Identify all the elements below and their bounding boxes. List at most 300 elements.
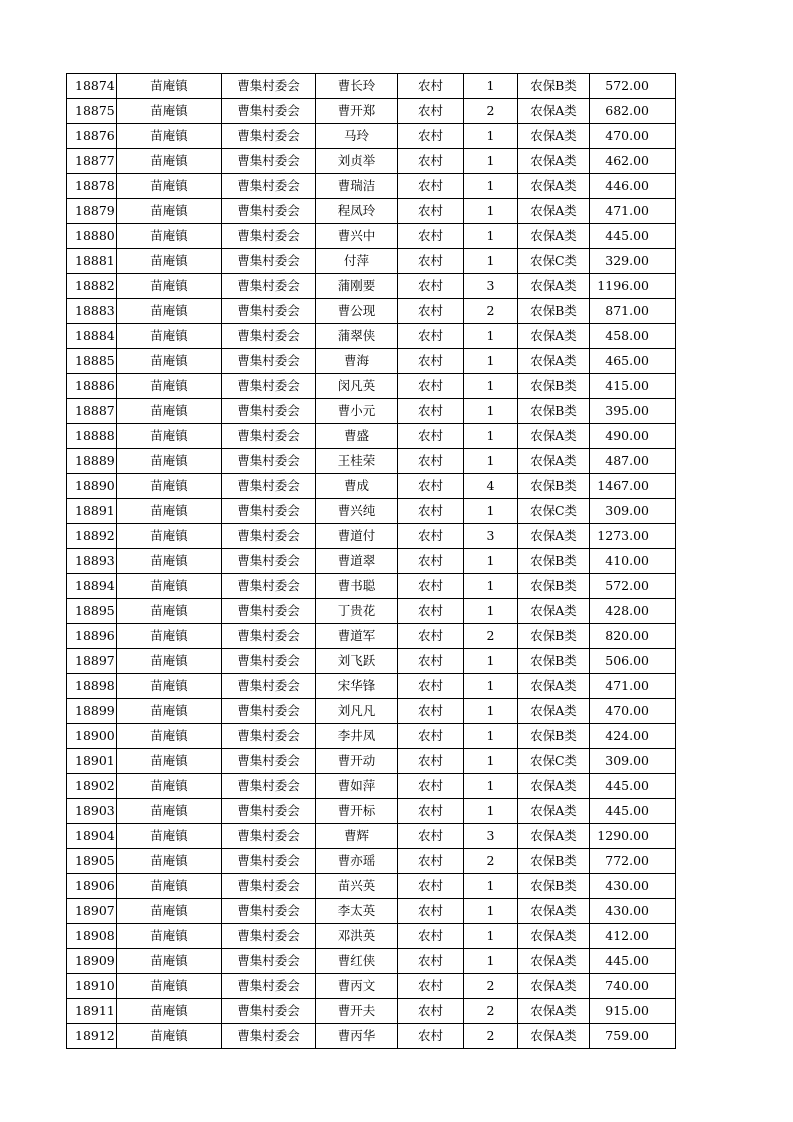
table-row <box>67 149 676 174</box>
table-row <box>67 224 676 249</box>
household-type-cell: 农村 <box>398 799 464 824</box>
table-row <box>67 174 676 199</box>
village-committee-cell: 曹集村委会 <box>222 874 316 899</box>
insurance-category-cell: 农保A类 <box>518 949 590 974</box>
table-row <box>67 949 676 974</box>
resident-name-cell: 闵凡英 <box>316 374 398 399</box>
village-committee-cell: 曹集村委会 <box>222 99 316 124</box>
household-type-cell: 农村 <box>398 899 464 924</box>
table-row <box>67 524 676 549</box>
household-size-cell: 1 <box>464 349 518 374</box>
household-size-cell: 1 <box>464 249 518 274</box>
household-type-cell: 农村 <box>398 524 464 549</box>
amount-cell: 410.00 <box>590 549 676 574</box>
household-type-cell: 农村 <box>398 249 464 274</box>
amount-cell: 471.00 <box>590 674 676 699</box>
resident-name-cell: 李太英 <box>316 899 398 924</box>
town-cell: 苗庵镇 <box>117 874 222 899</box>
table-row <box>67 774 676 799</box>
resident-name-cell: 曹海 <box>316 349 398 374</box>
resident-name-cell: 曹道军 <box>316 624 398 649</box>
town-cell: 苗庵镇 <box>117 424 222 449</box>
village-committee-cell: 曹集村委会 <box>222 724 316 749</box>
village-committee-cell: 曹集村委会 <box>222 274 316 299</box>
town-cell: 苗庵镇 <box>117 624 222 649</box>
amount-cell: 470.00 <box>590 699 676 724</box>
insurance-category-cell: 农保A类 <box>518 324 590 349</box>
resident-name-cell: 宋华锋 <box>316 674 398 699</box>
resident-name-cell: 曹长玲 <box>316 74 398 99</box>
insurance-category-cell: 农保B类 <box>518 874 590 899</box>
amount-cell: 572.00 <box>590 574 676 599</box>
roster-body <box>67 74 676 1049</box>
village-committee-cell: 曹集村委会 <box>222 749 316 774</box>
household-type-cell: 农村 <box>398 449 464 474</box>
resident-name-cell: 曹道付 <box>316 524 398 549</box>
table-row <box>67 649 676 674</box>
record-id-cell: 18909 <box>67 949 117 974</box>
resident-name-cell: 曹如萍 <box>316 774 398 799</box>
household-size-cell: 2 <box>464 999 518 1024</box>
household-type-cell: 农村 <box>398 224 464 249</box>
village-committee-cell: 曹集村委会 <box>222 249 316 274</box>
town-cell: 苗庵镇 <box>117 774 222 799</box>
record-id-cell: 18905 <box>67 849 117 874</box>
village-committee-cell: 曹集村委会 <box>222 674 316 699</box>
table-row <box>67 299 676 324</box>
record-id-cell: 18890 <box>67 474 117 499</box>
record-id-cell: 18903 <box>67 799 117 824</box>
town-cell: 苗庵镇 <box>117 474 222 499</box>
resident-name-cell: 丁贵花 <box>316 599 398 624</box>
amount-cell: 428.00 <box>590 599 676 624</box>
household-type-cell: 农村 <box>398 74 464 99</box>
village-committee-cell: 曹集村委会 <box>222 199 316 224</box>
household-size-cell: 1 <box>464 749 518 774</box>
household-type-cell: 农村 <box>398 774 464 799</box>
household-size-cell: 3 <box>464 824 518 849</box>
household-size-cell: 1 <box>464 799 518 824</box>
town-cell: 苗庵镇 <box>117 924 222 949</box>
table-row <box>67 474 676 499</box>
amount-cell: 430.00 <box>590 899 676 924</box>
insurance-category-cell: 农保A类 <box>518 974 590 999</box>
table-row <box>67 449 676 474</box>
household-size-cell: 1 <box>464 374 518 399</box>
resident-name-cell: 苗兴英 <box>316 874 398 899</box>
village-committee-cell: 曹集村委会 <box>222 824 316 849</box>
amount-cell: 772.00 <box>590 849 676 874</box>
record-id-cell: 18911 <box>67 999 117 1024</box>
village-committee-cell: 曹集村委会 <box>222 174 316 199</box>
record-id-cell: 18879 <box>67 199 117 224</box>
household-type-cell: 农村 <box>398 174 464 199</box>
record-id-cell: 18907 <box>67 899 117 924</box>
town-cell: 苗庵镇 <box>117 799 222 824</box>
amount-cell: 506.00 <box>590 649 676 674</box>
record-id-cell: 18906 <box>67 874 117 899</box>
village-committee-cell: 曹集村委会 <box>222 74 316 99</box>
household-size-cell: 3 <box>464 524 518 549</box>
resident-name-cell: 曹丙文 <box>316 974 398 999</box>
record-id-cell: 18877 <box>67 149 117 174</box>
insurance-category-cell: 农保A类 <box>518 124 590 149</box>
town-cell: 苗庵镇 <box>117 824 222 849</box>
record-id-cell: 18902 <box>67 774 117 799</box>
amount-cell: 871.00 <box>590 299 676 324</box>
village-committee-cell: 曹集村委会 <box>222 799 316 824</box>
household-type-cell: 农村 <box>398 874 464 899</box>
insurance-category-cell: 农保A类 <box>518 224 590 249</box>
record-id-cell: 18898 <box>67 674 117 699</box>
household-size-cell: 2 <box>464 99 518 124</box>
table-row <box>67 74 676 99</box>
table-row <box>67 799 676 824</box>
town-cell: 苗庵镇 <box>117 899 222 924</box>
town-cell: 苗庵镇 <box>117 399 222 424</box>
table-row <box>67 549 676 574</box>
amount-cell: 682.00 <box>590 99 676 124</box>
household-size-cell: 1 <box>464 899 518 924</box>
resident-name-cell: 曹书聪 <box>316 574 398 599</box>
resident-name-cell: 刘贞举 <box>316 149 398 174</box>
resident-name-cell: 曹开郑 <box>316 99 398 124</box>
amount-cell: 445.00 <box>590 949 676 974</box>
household-size-cell: 1 <box>464 449 518 474</box>
town-cell: 苗庵镇 <box>117 199 222 224</box>
insurance-category-cell: 农保B类 <box>518 374 590 399</box>
insurance-category-cell: 农保A类 <box>518 99 590 124</box>
resident-name-cell: 程凤玲 <box>316 199 398 224</box>
household-type-cell: 农村 <box>398 199 464 224</box>
insurance-category-cell: 农保B类 <box>518 299 590 324</box>
village-committee-cell: 曹集村委会 <box>222 299 316 324</box>
table-row <box>67 274 676 299</box>
village-committee-cell: 曹集村委会 <box>222 499 316 524</box>
insurance-category-cell: 农保C类 <box>518 249 590 274</box>
household-type-cell: 农村 <box>398 1024 464 1049</box>
amount-cell: 740.00 <box>590 974 676 999</box>
town-cell: 苗庵镇 <box>117 724 222 749</box>
insurance-category-cell: 农保B类 <box>518 549 590 574</box>
table-row <box>67 399 676 424</box>
household-size-cell: 1 <box>464 124 518 149</box>
insurance-category-cell: 农保B类 <box>518 399 590 424</box>
table-row <box>67 199 676 224</box>
amount-cell: 487.00 <box>590 449 676 474</box>
resident-name-cell: 李井凤 <box>316 724 398 749</box>
amount-cell: 1467.00 <box>590 474 676 499</box>
amount-cell: 395.00 <box>590 399 676 424</box>
household-size-cell: 1 <box>464 324 518 349</box>
household-size-cell: 2 <box>464 974 518 999</box>
household-type-cell: 农村 <box>398 999 464 1024</box>
table-row <box>67 849 676 874</box>
amount-cell: 445.00 <box>590 224 676 249</box>
record-id-cell: 18910 <box>67 974 117 999</box>
table-row <box>67 624 676 649</box>
resident-name-cell: 曹成 <box>316 474 398 499</box>
table-row <box>67 599 676 624</box>
household-type-cell: 农村 <box>398 424 464 449</box>
village-committee-cell: 曹集村委会 <box>222 349 316 374</box>
household-size-cell: 1 <box>464 674 518 699</box>
village-committee-cell: 曹集村委会 <box>222 124 316 149</box>
insurance-category-cell: 农保B类 <box>518 574 590 599</box>
record-id-cell: 18889 <box>67 449 117 474</box>
insurance-category-cell: 农保A类 <box>518 524 590 549</box>
household-type-cell: 农村 <box>398 124 464 149</box>
household-size-cell: 1 <box>464 199 518 224</box>
household-size-cell: 1 <box>464 774 518 799</box>
village-committee-cell: 曹集村委会 <box>222 449 316 474</box>
town-cell: 苗庵镇 <box>117 324 222 349</box>
amount-cell: 430.00 <box>590 874 676 899</box>
resident-name-cell: 曹丙华 <box>316 1024 398 1049</box>
town-cell: 苗庵镇 <box>117 174 222 199</box>
record-id-cell: 18876 <box>67 124 117 149</box>
household-type-cell: 农村 <box>398 374 464 399</box>
record-id-cell: 18888 <box>67 424 117 449</box>
table-row <box>67 324 676 349</box>
household-size-cell: 1 <box>464 399 518 424</box>
town-cell: 苗庵镇 <box>117 374 222 399</box>
table-row <box>67 824 676 849</box>
table-row <box>67 974 676 999</box>
record-id-cell: 18899 <box>67 699 117 724</box>
resident-name-cell: 曹兴中 <box>316 224 398 249</box>
village-committee-cell: 曹集村委会 <box>222 949 316 974</box>
insurance-category-cell: 农保A类 <box>518 774 590 799</box>
amount-cell: 329.00 <box>590 249 676 274</box>
town-cell: 苗庵镇 <box>117 599 222 624</box>
household-size-cell: 1 <box>464 499 518 524</box>
household-type-cell: 农村 <box>398 674 464 699</box>
town-cell: 苗庵镇 <box>117 74 222 99</box>
resident-name-cell: 曹瑞洁 <box>316 174 398 199</box>
record-id-cell: 18896 <box>67 624 117 649</box>
resident-name-cell: 曹盛 <box>316 424 398 449</box>
village-committee-cell: 曹集村委会 <box>222 424 316 449</box>
insurance-category-cell: 农保A类 <box>518 899 590 924</box>
household-size-cell: 2 <box>464 624 518 649</box>
village-committee-cell: 曹集村委会 <box>222 549 316 574</box>
household-size-cell: 1 <box>464 699 518 724</box>
insurance-category-cell: 农保A类 <box>518 174 590 199</box>
record-id-cell: 18874 <box>67 74 117 99</box>
village-committee-cell: 曹集村委会 <box>222 924 316 949</box>
town-cell: 苗庵镇 <box>117 999 222 1024</box>
insurance-category-cell: 农保A类 <box>518 1024 590 1049</box>
household-size-cell: 1 <box>464 174 518 199</box>
household-type-cell: 农村 <box>398 274 464 299</box>
amount-cell: 1273.00 <box>590 524 676 549</box>
household-type-cell: 农村 <box>398 749 464 774</box>
resident-name-cell: 曹开标 <box>316 799 398 824</box>
record-id-cell: 18875 <box>67 99 117 124</box>
record-id-cell: 18881 <box>67 249 117 274</box>
amount-cell: 309.00 <box>590 749 676 774</box>
town-cell: 苗庵镇 <box>117 124 222 149</box>
village-committee-cell: 曹集村委会 <box>222 699 316 724</box>
resident-name-cell: 马玲 <box>316 124 398 149</box>
town-cell: 苗庵镇 <box>117 974 222 999</box>
insurance-category-cell: 农保A类 <box>518 424 590 449</box>
resident-name-cell: 邓洪英 <box>316 924 398 949</box>
record-id-cell: 18904 <box>67 824 117 849</box>
amount-cell: 415.00 <box>590 374 676 399</box>
amount-cell: 759.00 <box>590 1024 676 1049</box>
insurance-category-cell: 农保A类 <box>518 599 590 624</box>
insurance-category-cell: 农保A类 <box>518 349 590 374</box>
town-cell: 苗庵镇 <box>117 699 222 724</box>
insurance-category-cell: 农保C类 <box>518 499 590 524</box>
resident-name-cell: 曹开夫 <box>316 999 398 1024</box>
household-size-cell: 1 <box>464 924 518 949</box>
town-cell: 苗庵镇 <box>117 249 222 274</box>
table-row <box>67 374 676 399</box>
amount-cell: 820.00 <box>590 624 676 649</box>
town-cell: 苗庵镇 <box>117 749 222 774</box>
household-size-cell: 2 <box>464 299 518 324</box>
record-id-cell: 18897 <box>67 649 117 674</box>
household-type-cell: 农村 <box>398 599 464 624</box>
village-committee-cell: 曹集村委会 <box>222 999 316 1024</box>
village-committee-cell: 曹集村委会 <box>222 974 316 999</box>
household-type-cell: 农村 <box>398 824 464 849</box>
record-id-cell: 18894 <box>67 574 117 599</box>
household-size-cell: 2 <box>464 849 518 874</box>
household-size-cell: 1 <box>464 224 518 249</box>
household-size-cell: 3 <box>464 274 518 299</box>
household-type-cell: 农村 <box>398 649 464 674</box>
table-row <box>67 249 676 274</box>
household-size-cell: 1 <box>464 949 518 974</box>
town-cell: 苗庵镇 <box>117 349 222 374</box>
household-size-cell: 1 <box>464 424 518 449</box>
record-id-cell: 18891 <box>67 499 117 524</box>
insurance-category-cell: 农保B类 <box>518 74 590 99</box>
table-row <box>67 499 676 524</box>
town-cell: 苗庵镇 <box>117 549 222 574</box>
village-committee-cell: 曹集村委会 <box>222 574 316 599</box>
household-size-cell: 2 <box>464 1024 518 1049</box>
record-id-cell: 18886 <box>67 374 117 399</box>
record-id-cell: 18883 <box>67 299 117 324</box>
resident-name-cell: 曹道翠 <box>316 549 398 574</box>
household-type-cell: 农村 <box>398 399 464 424</box>
amount-cell: 445.00 <box>590 774 676 799</box>
insurance-category-cell: 农保A类 <box>518 199 590 224</box>
household-size-cell: 4 <box>464 474 518 499</box>
household-type-cell: 农村 <box>398 624 464 649</box>
village-committee-cell: 曹集村委会 <box>222 649 316 674</box>
resident-name-cell: 王桂荣 <box>316 449 398 474</box>
record-id-cell: 18893 <box>67 549 117 574</box>
resident-name-cell: 曹兴纯 <box>316 499 398 524</box>
insurance-category-cell: 农保A类 <box>518 924 590 949</box>
table-row <box>67 349 676 374</box>
town-cell: 苗庵镇 <box>117 1024 222 1049</box>
record-id-cell: 18901 <box>67 749 117 774</box>
village-committee-cell: 曹集村委会 <box>222 224 316 249</box>
household-type-cell: 农村 <box>398 699 464 724</box>
town-cell: 苗庵镇 <box>117 149 222 174</box>
insurance-category-cell: 农保B类 <box>518 724 590 749</box>
resident-name-cell: 曹开动 <box>316 749 398 774</box>
table-row <box>67 999 676 1024</box>
village-committee-cell: 曹集村委会 <box>222 399 316 424</box>
table-row <box>67 899 676 924</box>
village-committee-cell: 曹集村委会 <box>222 849 316 874</box>
town-cell: 苗庵镇 <box>117 449 222 474</box>
resident-name-cell: 曹公现 <box>316 299 398 324</box>
amount-cell: 1196.00 <box>590 274 676 299</box>
table-row <box>67 874 676 899</box>
record-id-cell: 18884 <box>67 324 117 349</box>
record-id-cell: 18892 <box>67 524 117 549</box>
household-type-cell: 农村 <box>398 349 464 374</box>
resident-name-cell: 曹辉 <box>316 824 398 849</box>
resident-name-cell: 刘飞跃 <box>316 649 398 674</box>
household-type-cell: 农村 <box>398 974 464 999</box>
town-cell: 苗庵镇 <box>117 224 222 249</box>
village-committee-cell: 曹集村委会 <box>222 899 316 924</box>
household-type-cell: 农村 <box>398 849 464 874</box>
insurance-category-cell: 农保A类 <box>518 274 590 299</box>
town-cell: 苗庵镇 <box>117 99 222 124</box>
town-cell: 苗庵镇 <box>117 274 222 299</box>
household-type-cell: 农村 <box>398 299 464 324</box>
household-type-cell: 农村 <box>398 99 464 124</box>
table-row <box>67 749 676 774</box>
amount-cell: 1290.00 <box>590 824 676 849</box>
household-size-cell: 1 <box>464 74 518 99</box>
household-size-cell: 1 <box>464 549 518 574</box>
amount-cell: 445.00 <box>590 799 676 824</box>
insurance-category-cell: 农保A类 <box>518 824 590 849</box>
household-size-cell: 1 <box>464 874 518 899</box>
resident-name-cell: 曹小元 <box>316 399 398 424</box>
insurance-category-cell: 农保A类 <box>518 999 590 1024</box>
town-cell: 苗庵镇 <box>117 649 222 674</box>
insurance-category-cell: 农保A类 <box>518 449 590 474</box>
record-id-cell: 18878 <box>67 174 117 199</box>
record-id-cell: 18880 <box>67 224 117 249</box>
village-committee-cell: 曹集村委会 <box>222 474 316 499</box>
household-size-cell: 1 <box>464 599 518 624</box>
resident-name-cell: 蒲刚要 <box>316 274 398 299</box>
village-committee-cell: 曹集村委会 <box>222 324 316 349</box>
amount-cell: 465.00 <box>590 349 676 374</box>
amount-cell: 309.00 <box>590 499 676 524</box>
household-size-cell: 1 <box>464 724 518 749</box>
household-size-cell: 1 <box>464 649 518 674</box>
household-type-cell: 农村 <box>398 924 464 949</box>
insurance-category-cell: 农保B类 <box>518 649 590 674</box>
table-row <box>67 574 676 599</box>
insurance-category-cell: 农保A类 <box>518 799 590 824</box>
table-row <box>67 924 676 949</box>
household-type-cell: 农村 <box>398 549 464 574</box>
town-cell: 苗庵镇 <box>117 299 222 324</box>
village-committee-cell: 曹集村委会 <box>222 774 316 799</box>
amount-cell: 424.00 <box>590 724 676 749</box>
table-row <box>67 724 676 749</box>
household-type-cell: 农村 <box>398 499 464 524</box>
village-committee-cell: 曹集村委会 <box>222 599 316 624</box>
town-cell: 苗庵镇 <box>117 524 222 549</box>
